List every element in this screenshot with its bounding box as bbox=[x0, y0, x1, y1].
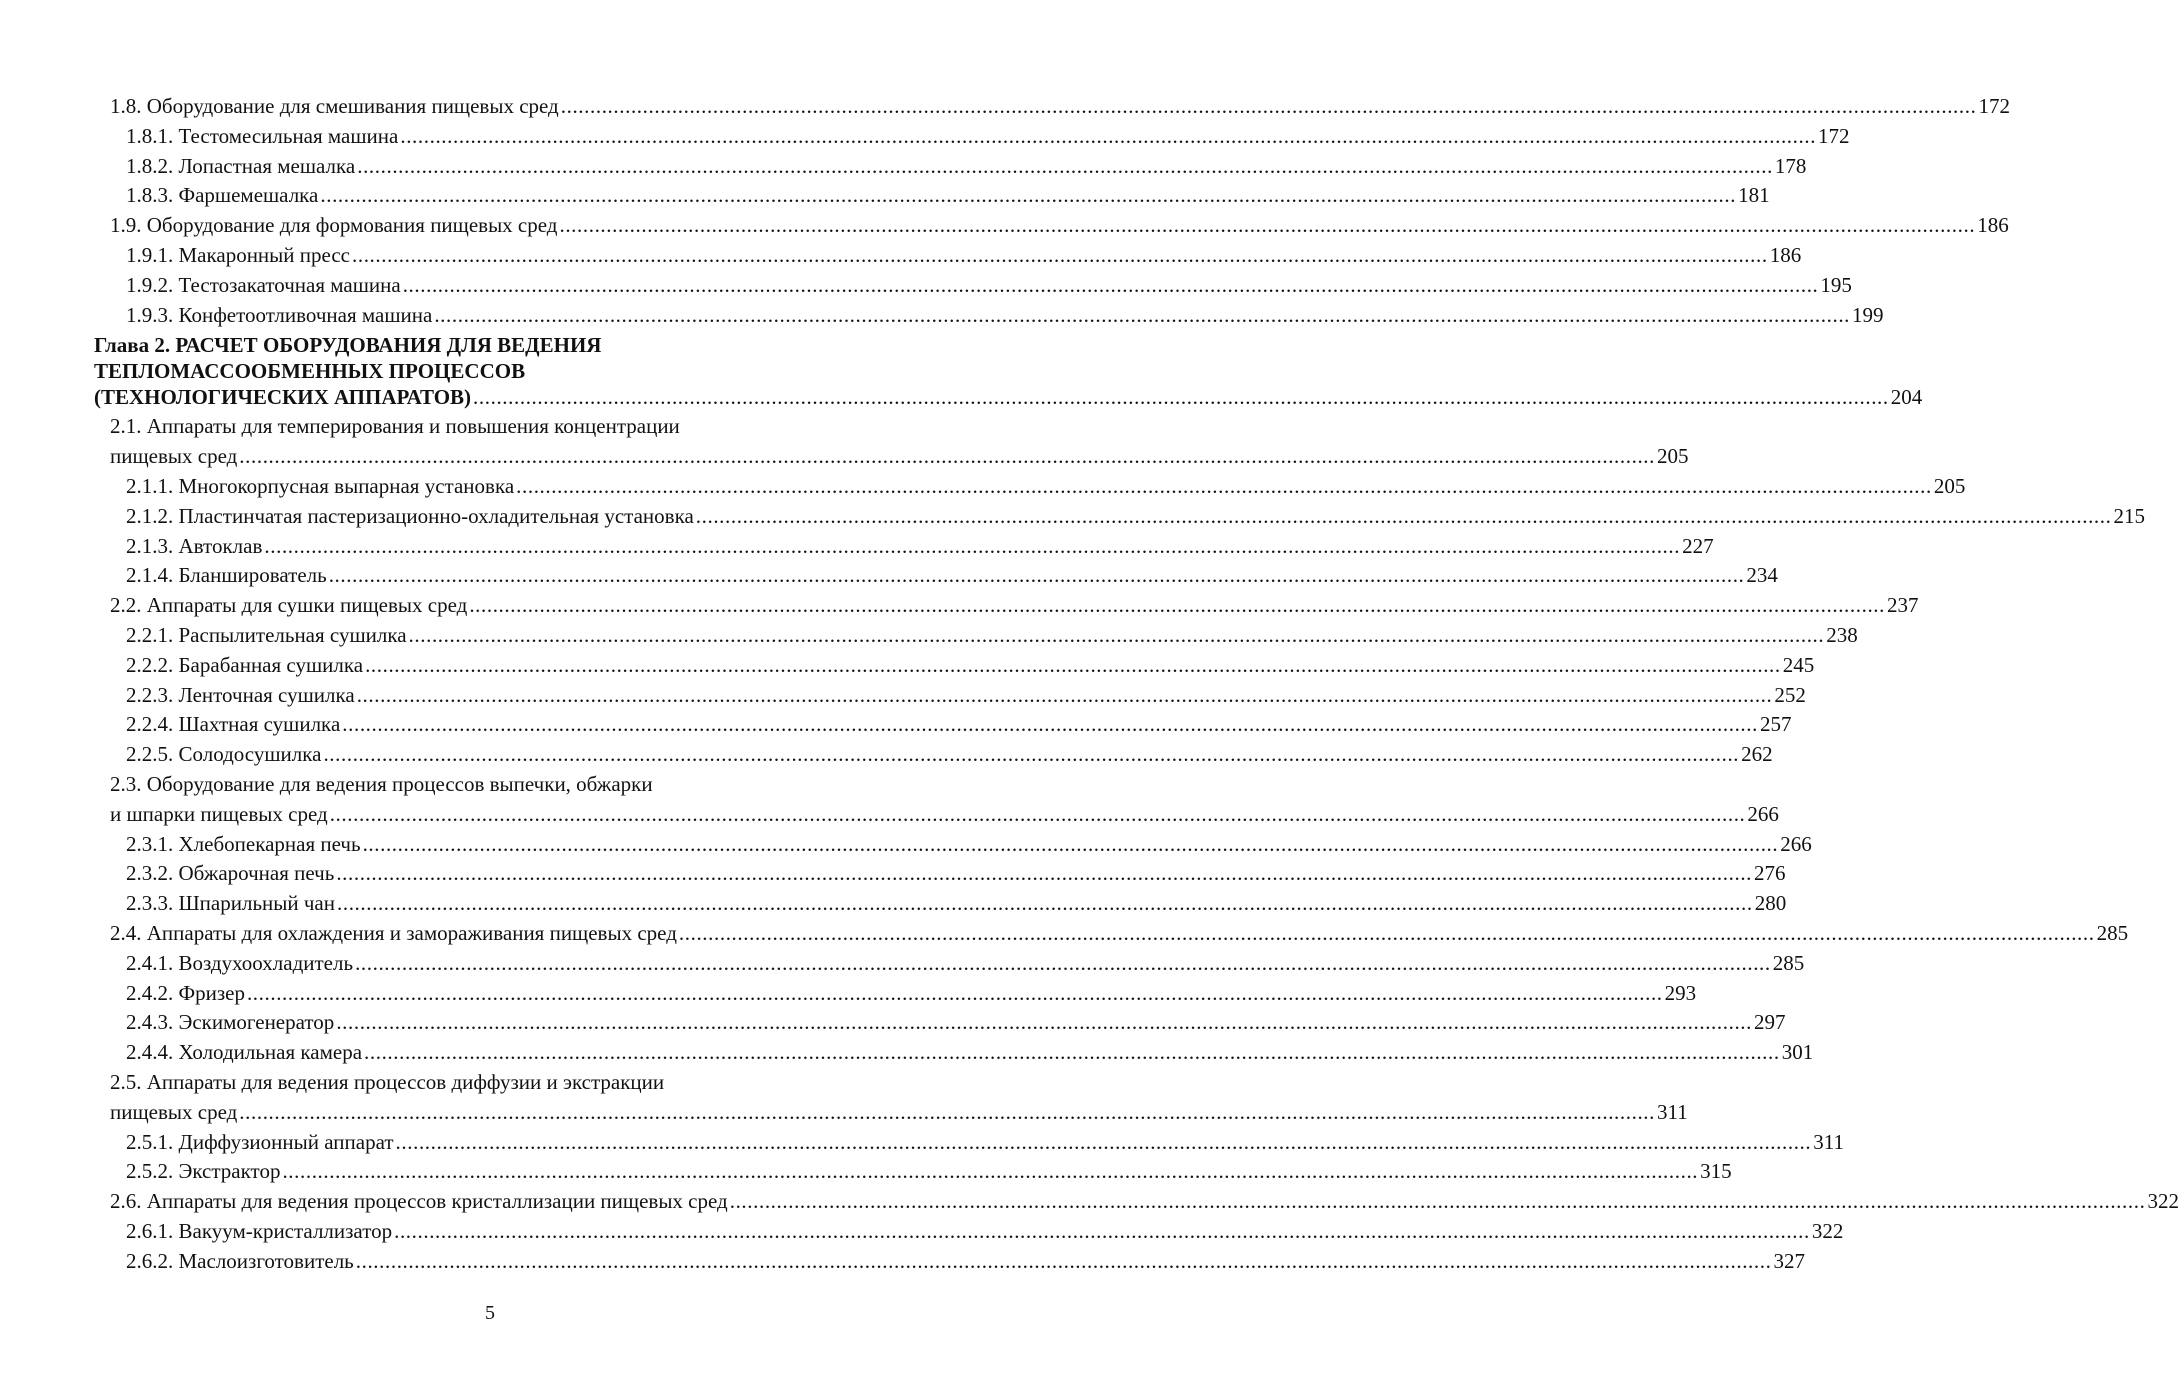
toc-entry-title: 2.6. Аппараты для ведения процессов кристаллизации пищевых сред bbox=[110, 1189, 728, 1214]
chapter-title-line: ТЕПЛОМАССООБМЕННЫХ ПРОЦЕССОВ bbox=[94, 359, 526, 384]
toc-entry bbox=[94, 181, 1770, 211]
toc-entry-title: 2.4.4. Холодильная камера bbox=[126, 1040, 363, 1065]
dot-leader bbox=[365, 651, 1781, 681]
toc-entry bbox=[94, 152, 1807, 182]
toc-entry-page: 245 bbox=[1782, 652, 1815, 677]
toc-entry-page: 215 bbox=[2113, 503, 2145, 528]
dot-leader bbox=[357, 152, 1773, 182]
toc-entry bbox=[94, 651, 1815, 681]
toc-entry bbox=[94, 621, 1858, 651]
dot-leader bbox=[336, 859, 1752, 889]
toc-entry-page: 262 bbox=[1741, 742, 1773, 767]
toc-entry-page: 234 bbox=[1746, 563, 1778, 588]
table-of-contents bbox=[94, 92, 2179, 1276]
dot-leader bbox=[473, 384, 1889, 410]
toc-entry bbox=[94, 472, 1966, 502]
toc-entry bbox=[94, 949, 1805, 979]
toc-entry-title: 2.3. Оборудование для ведения процессов выпечки, обжарки bbox=[110, 771, 653, 796]
toc-entry bbox=[94, 979, 1697, 1009]
toc-entry bbox=[94, 1008, 1786, 1038]
toc-entry-page: 315 bbox=[1700, 1159, 1732, 1184]
toc-entry-title: 1.9.1. Макаронный пресс bbox=[126, 242, 350, 267]
toc-entry-title: 2.3.1. Хлебопекарная печь bbox=[126, 831, 361, 856]
toc-entry-title: 2.2.3. Ленточная сушилка bbox=[126, 682, 355, 707]
toc-entry bbox=[94, 919, 2129, 949]
dot-leader bbox=[516, 472, 1932, 502]
toc-entry-page: 327 bbox=[1773, 1248, 1805, 1273]
toc-entry-title: 2.2.4. Шахтная сушилка bbox=[126, 712, 341, 737]
toc-entry bbox=[94, 710, 1792, 740]
toc-entry-page: 204 bbox=[1890, 385, 1923, 410]
toc-entry-title: 2.5.1. Диффузионный аппарат bbox=[126, 1129, 394, 1154]
toc-entry bbox=[94, 740, 1773, 770]
dot-leader bbox=[409, 621, 1825, 651]
dot-leader bbox=[469, 591, 1885, 621]
toc-entry-page: 252 bbox=[1774, 682, 1806, 707]
toc-entry-title: 2.2. Аппараты для сушки пищевых сред bbox=[110, 593, 468, 618]
toc-entry-multiline bbox=[94, 412, 1689, 472]
toc-entry-title: 2.6.2. Маслоизготовитель bbox=[126, 1248, 354, 1273]
toc-entry-title: 2.3.3. Шпарильный чан bbox=[126, 891, 335, 916]
toc-entry-title: 1.9.3. Конфетоотливочная машина bbox=[126, 302, 433, 327]
page-number: 5 bbox=[485, 1302, 495, 1324]
toc-entry bbox=[94, 859, 1786, 889]
toc-entry bbox=[94, 1038, 1814, 1068]
chapter-title-line: Глава 2. РАСЧЕТ ОБОРУДОВАНИЯ ДЛЯ ВЕДЕНИЯ bbox=[94, 333, 602, 358]
dot-leader bbox=[396, 1128, 1812, 1158]
toc-entry-title: 2.4.2. Фризер bbox=[126, 980, 245, 1005]
toc-entry-page: 301 bbox=[1781, 1040, 1814, 1065]
toc-entry-page: 172 bbox=[1818, 123, 1850, 148]
toc-entry-page: 297 bbox=[1754, 1010, 1786, 1035]
dot-leader bbox=[337, 889, 1753, 919]
dot-leader bbox=[282, 1157, 1698, 1187]
toc-entry-page: 186 bbox=[1769, 242, 1802, 267]
toc-entry bbox=[94, 561, 1778, 591]
toc-entry bbox=[94, 1187, 2179, 1217]
toc-entry bbox=[94, 591, 1919, 621]
dot-leader bbox=[355, 949, 1771, 979]
toc-entry-title: 1.8.1. Тестомесильная машина bbox=[126, 123, 399, 148]
toc-entry-page: 205 bbox=[1933, 473, 1966, 498]
toc-entry-multiline bbox=[94, 770, 1779, 830]
toc-entry-title: 1.8.2. Лопастная мешалка bbox=[126, 153, 356, 178]
toc-entry bbox=[94, 681, 1806, 711]
dot-leader bbox=[356, 1247, 1772, 1277]
toc-entry-page: 280 bbox=[1754, 891, 1787, 916]
toc-entry-page: 311 bbox=[1657, 1099, 1688, 1124]
toc-entry bbox=[94, 830, 1812, 860]
toc-entry-page: 276 bbox=[1754, 861, 1786, 886]
toc-entry bbox=[94, 889, 1787, 919]
toc-entry bbox=[94, 532, 1714, 562]
dot-leader bbox=[434, 301, 1850, 331]
toc-entry-title: 2.1.3. Автоклав bbox=[126, 533, 263, 558]
dot-leader bbox=[320, 181, 1736, 211]
toc-entry-page: 199 bbox=[1852, 302, 1884, 327]
toc-entry-page: 322 bbox=[1811, 1218, 1844, 1243]
toc-entry-title: 1.9.2. Тестозакаточная машина bbox=[126, 272, 401, 297]
dot-leader bbox=[330, 800, 1746, 830]
toc-entry bbox=[94, 122, 1850, 152]
toc-entry bbox=[94, 502, 2145, 532]
dot-leader bbox=[394, 1217, 1810, 1247]
toc-entry bbox=[94, 384, 1923, 410]
dot-leader bbox=[247, 979, 1663, 1009]
toc-entry bbox=[94, 92, 2010, 122]
toc-entry-title: 2.1.2. Пластинчатая пастеризационно-охладительная установка bbox=[126, 503, 694, 528]
toc-entry-page: 266 bbox=[1747, 801, 1779, 826]
dot-leader bbox=[239, 1098, 1655, 1128]
dot-leader bbox=[239, 442, 1655, 472]
toc-entry-title: 1.8. Оборудование для смешивания пищевых сред bbox=[110, 94, 559, 118]
toc-entry bbox=[94, 1217, 1844, 1247]
toc-entry-page: 311 bbox=[1813, 1129, 1844, 1154]
toc-entry-title: 2.1.4. Бланширователь bbox=[126, 563, 327, 588]
toc-entry-title-cont: пищевых сред bbox=[110, 1099, 238, 1124]
dot-leader bbox=[696, 502, 2112, 532]
chapter-heading bbox=[94, 332, 1923, 410]
toc-entry-title-cont: и шпарки пищевых сред bbox=[110, 801, 328, 826]
dot-leader bbox=[559, 211, 1975, 241]
toc-entry-page: 227 bbox=[1682, 533, 1714, 558]
toc-entry-page: 257 bbox=[1759, 712, 1792, 737]
toc-entry bbox=[94, 271, 1852, 301]
toc-entry-title: 2.4.1. Воздухоохладитель bbox=[126, 950, 354, 975]
toc-entry-multiline bbox=[94, 1068, 1688, 1128]
toc-entry bbox=[110, 1098, 1688, 1128]
toc-entry-page: 237 bbox=[1887, 593, 1919, 618]
toc-entry-title: 2.4. Аппараты для охлаждения и замораживания пищевых сред bbox=[110, 920, 677, 945]
toc-entry-title: 1.9. Оборудование для формования пищевых сред bbox=[110, 213, 558, 238]
dot-leader bbox=[730, 1187, 2146, 1217]
toc-entry-page: 285 bbox=[1772, 950, 1805, 975]
dot-leader bbox=[336, 1008, 1752, 1038]
toc-entry-title: 2.1. Аппараты для темперирования и повышения концентрации bbox=[110, 414, 680, 439]
toc-entry-title: 2.6.1. Вакуум-кристаллизатор bbox=[126, 1218, 393, 1243]
toc-entry-page: 266 bbox=[1780, 831, 1812, 856]
toc-entry-page: 186 bbox=[1977, 213, 2009, 238]
toc-entry bbox=[110, 442, 1689, 472]
dot-leader bbox=[363, 830, 1779, 860]
dot-leader bbox=[400, 122, 1816, 152]
toc-entry-page: 178 bbox=[1774, 153, 1807, 178]
dot-leader bbox=[364, 1038, 1780, 1068]
dot-leader bbox=[679, 919, 2095, 949]
toc-entry-page: 181 bbox=[1738, 183, 1770, 208]
toc-entry-page: 322 bbox=[2147, 1189, 2179, 1214]
toc-entry bbox=[94, 241, 1802, 271]
dot-leader bbox=[329, 561, 1745, 591]
toc-entry bbox=[94, 211, 2009, 241]
toc-entry bbox=[94, 1247, 1805, 1277]
toc-entry-title: 2.2.2. Барабанная сушилка bbox=[126, 652, 364, 677]
toc-entry-title-cont: пищевых сред bbox=[110, 444, 238, 469]
toc-entry-page: 205 bbox=[1657, 444, 1689, 469]
dot-leader bbox=[342, 710, 1758, 740]
toc-entry bbox=[94, 1128, 1844, 1158]
dot-leader bbox=[403, 271, 1819, 301]
dot-leader bbox=[264, 532, 1680, 562]
chapter-title-line: (ТЕХНОЛОГИЧЕСКИХ АППАРАТОВ) bbox=[94, 385, 472, 410]
dot-leader bbox=[323, 740, 1739, 770]
toc-entry-title: 2.5. Аппараты для ведения процессов диффузии и экстракции bbox=[110, 1069, 665, 1094]
toc-entry-title: 2.3.2. Обжарочная печь bbox=[126, 861, 335, 886]
dot-leader bbox=[357, 681, 1773, 711]
dot-leader bbox=[561, 92, 1977, 122]
toc-entry-title: 1.8.3. Фаршемешалка bbox=[126, 183, 319, 208]
toc-entry-page: 195 bbox=[1820, 272, 1852, 297]
toc-entry-title: 2.5.2. Экстрактор bbox=[126, 1159, 281, 1184]
toc-entry bbox=[94, 1157, 1732, 1187]
toc-entry-title: 2.2.1. Распылительная сушилка bbox=[126, 622, 407, 647]
toc-entry-page: 238 bbox=[1826, 622, 1858, 647]
toc-entry bbox=[110, 800, 1779, 830]
toc-entry-page: 172 bbox=[1978, 94, 2010, 118]
toc-entry-title: 2.2.5. Солодосушилка bbox=[126, 742, 322, 767]
toc-entry-page: 293 bbox=[1664, 980, 1697, 1005]
toc-entry-title: 2.4.3. Эскимогенератор bbox=[126, 1010, 335, 1035]
toc-entry-page: 285 bbox=[2096, 920, 2129, 945]
dot-leader bbox=[352, 241, 1768, 271]
toc-entry bbox=[94, 301, 1884, 331]
toc-entry-title: 2.1.1. Многокорпусная выпарная установка bbox=[126, 473, 515, 498]
